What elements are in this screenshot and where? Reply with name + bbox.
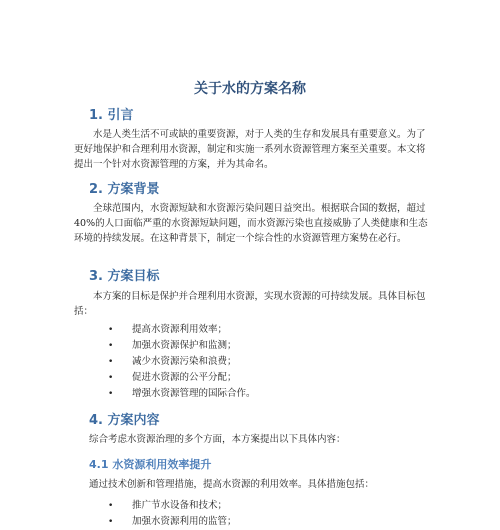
subsection-paragraph-efficiency: 通过技术创新和管理措施，提高水资源的利用效率。具体措施包括：	[89, 479, 375, 490]
list-item-text: 加强水资源利用的监管；	[132, 516, 237, 527]
bullet-icon: •	[108, 373, 114, 383]
section-heading-background: 2. 方案背景	[89, 182, 160, 197]
section-paragraph-content: 综合考虑水资源治理的多个方面，本方案提出以下具体内容：	[89, 434, 346, 445]
bullet-icon: •	[108, 325, 114, 335]
bullet-icon: •	[108, 517, 114, 527]
section-paragraph-goals: 本方案的目标是保护并合理利用水资源，实现水资源的可持续发展。具体目标包括：	[74, 291, 426, 317]
subsection-heading-efficiency: 4.1 水资源利用效率提升	[89, 458, 212, 471]
section-heading-goals: 3. 方案目标	[89, 269, 160, 284]
section-heading-content: 4. 方案内容	[89, 413, 160, 428]
bullet-icon: •	[108, 389, 114, 399]
bullet-icon: •	[108, 357, 114, 367]
bullet-icon: •	[108, 341, 114, 351]
section-heading-introduction: 1. 引言	[89, 108, 134, 123]
section-paragraph-introduction: 水是人类生活不可或缺的重要资源，对于人类的生存和发展具有重要意义。为了更好地保护和合理利用水资源，制定和实施一系列水资源管理方案至关重要。本文将提出一个针对水资源管理的方案，并为其命名。	[74, 129, 426, 170]
list-item-text: 增强水资源管理的国际合作。	[132, 388, 256, 399]
document-title: 关于水的方案名称	[194, 81, 306, 97]
list-item-text: 加强水资源保护和监测；	[132, 340, 237, 351]
bullet-icon: •	[108, 501, 114, 511]
list-item-text: 推广节水设备和技术；	[132, 500, 228, 511]
list-item-text: 减少水资源污染和浪费；	[132, 356, 237, 367]
section-paragraph-background: 全球范围内，水资源短缺和水资源污染问题日益突出。根据联合国的数据，超过40%的人口面临严重的水资源短缺问题，而水资源污染也直接威胁了人类健康和生态环境的持续发展。在这种背景下，制定一个综合性的水资源管理方案势在必行。	[74, 203, 428, 244]
list-item-text: 促进水资源的公平分配；	[132, 372, 237, 383]
list-item-text: 提高水资源利用效率；	[132, 324, 228, 335]
